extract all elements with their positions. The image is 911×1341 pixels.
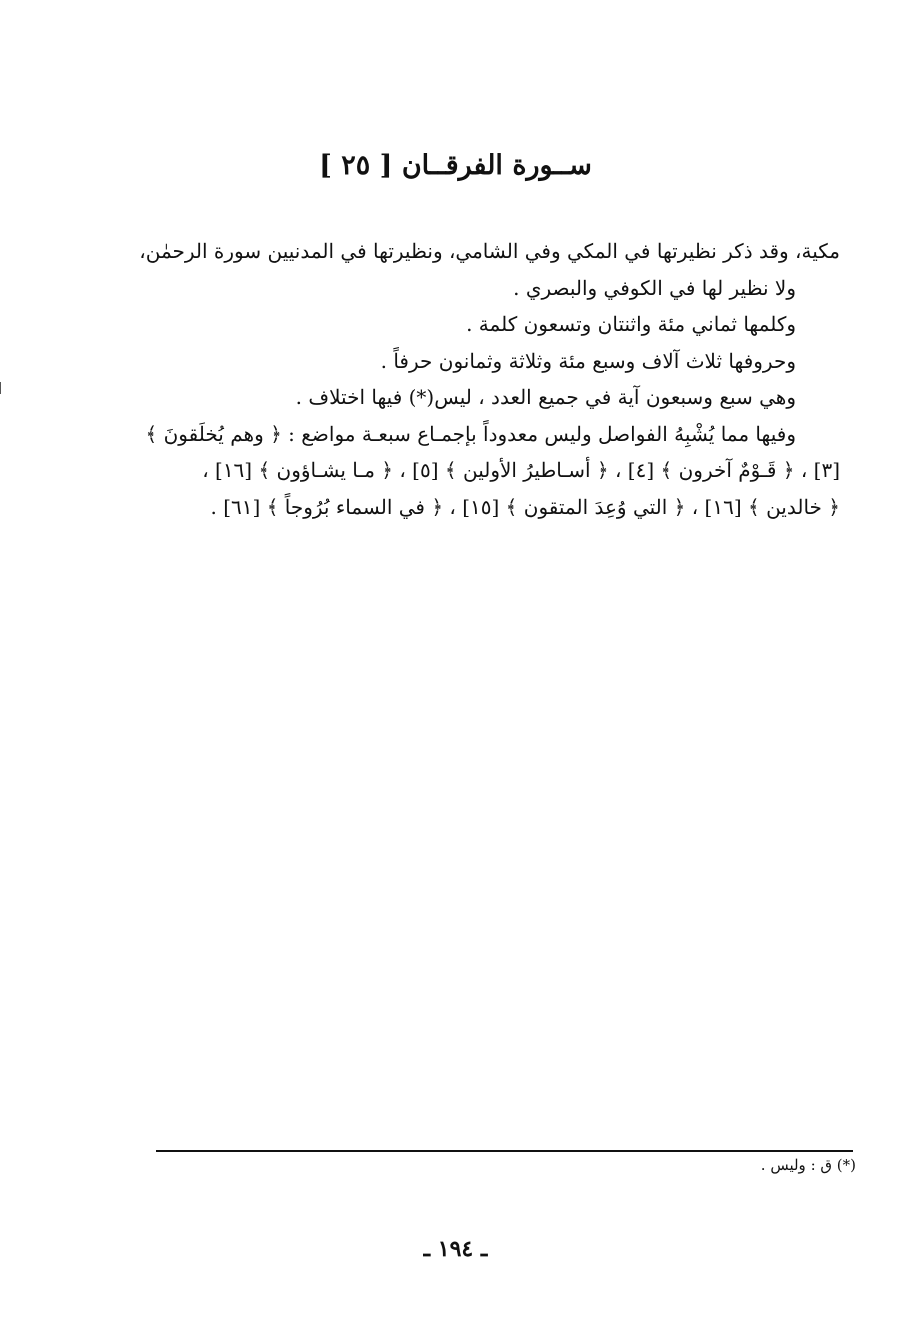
text-line-4: وحروفها ثلاث آلاف وسبع مئة وثلاثة وثمانون حرفاً . [380,348,796,373]
text-line-8: ﴿ خالدين ﴾ [١٦] ، ﴿ التي وُعِدَ المتقون ﴾ [١٥] ، ﴿ في السماء بُرُوجاً ﴾ [٦١] . [210,494,840,519]
text-line-6: وفيها مما يُشْبِهُ الفواصل وليس معدوداً بإجمـاع سبعـة مواضع : ﴿ وهم يُخلَقونَ ﴾ [145,421,796,446]
text-line-7: [٣] ، ﴿ قَـوْمٌ آخرون ﴾ [٤] ، ﴿ أسـاطيرُ الأولين ﴾ [٥] ، ﴿ مـا يشـاؤون ﴾ [١٦] ، [202,458,840,482]
text-line-2: ولا نظير لها في الكوفي والبصري . [513,275,796,300]
text-line-3: وكلمها ثماني مئة واثنتان وتسعون كلمة . [466,312,796,336]
footnote: (*) ق : وليس . [760,1156,856,1174]
body-text [128,233,840,525]
surah-title: ســورة الفرقــان [ ٢٥ ] [319,150,592,181]
footnote-divider [156,1150,853,1152]
page-number: ـ ١٩٤ ـ [423,1236,488,1262]
text-line-1: مكية، وقد ذكر نظيرتها في المكي وفي الشامي، ونظيرتها في المدنيين سورة الرحمٰن، [139,239,840,263]
text-line-5: وهي سبع وسبعون آية في جميع العدد ، ليس(*) فيها اختلاف . [295,385,796,409]
margin-mark [0,382,7,394]
